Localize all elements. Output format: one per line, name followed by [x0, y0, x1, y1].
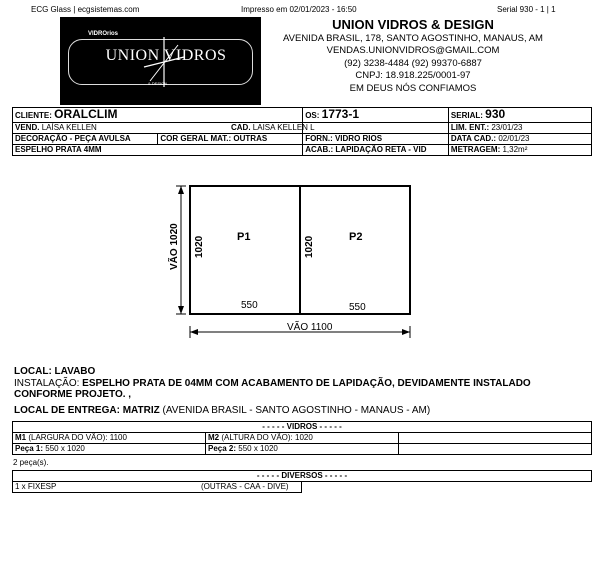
company-phones: (92) 3238-4484 (92) 99370-6887	[344, 57, 482, 69]
m2-value: (ALTURA DO VÃO): 1020	[221, 433, 313, 442]
company-name: UNION VIDROS & DESIGN	[332, 17, 494, 32]
metragem-label: METRAGEM:	[450, 145, 501, 154]
cad-group	[231, 123, 315, 133]
os-cell	[303, 108, 449, 123]
app-info	[31, 5, 139, 14]
company-email: VENDAS.UNIONVIDROS@GMAIL.COM	[326, 45, 500, 57]
peca1-value: 550 x 1020	[45, 444, 85, 453]
cad-value: LAISA KELLEN L	[252, 123, 315, 132]
serial-value: 930	[485, 107, 506, 121]
vidros-title: - - - - - VIDROS - - - - -	[13, 422, 592, 433]
m2-label: M2	[208, 433, 220, 442]
logo-small-text: VIDROrios	[88, 31, 119, 37]
company-motto: EM DEUS NÓS CONFIAMOS	[349, 82, 477, 94]
piece-1-label: P1	[237, 231, 251, 243]
cliente-label: CLIENTE:	[15, 111, 52, 120]
company-logo	[60, 17, 261, 105]
vend-cad-cell	[13, 123, 315, 134]
piece-2-height: 1020	[304, 235, 315, 258]
decoracao-cell: DECORAÇÃO - PEÇA AVULSA	[13, 134, 158, 145]
peca1-cell	[13, 444, 206, 455]
company-address: AVENIDA BRASIL, 178, SANTO AGOSTINHO, MANAUS, AM	[283, 33, 543, 44]
lim-label: LIM. ENT.:	[450, 123, 490, 132]
diversos-item-cell	[13, 482, 302, 493]
cor-cell: COR GERAL MAT.: OUTRAS	[158, 134, 303, 145]
serial-page: Serial 930 - 1 | 1	[497, 5, 556, 14]
peca2-cell	[206, 444, 399, 455]
logo-brand: UNION VIDROS	[105, 47, 227, 64]
diversos-empty	[302, 482, 592, 493]
piece-2-width: 550	[349, 302, 366, 313]
os-label: OS:	[305, 111, 320, 120]
diversos-desc: (OUTRAS - CAA - DIVE)	[201, 482, 289, 491]
data-cad-label: DATA CAD.:	[450, 134, 497, 143]
diversos-item: 1 x FIXESP	[15, 482, 57, 491]
piece-2-label: P2	[349, 231, 363, 243]
vidros-empty-1	[399, 433, 592, 444]
serial-cell	[448, 108, 591, 123]
m1-label: M1	[15, 433, 27, 442]
vidros-table	[12, 421, 592, 455]
site-link: ecgsistemas.com	[77, 5, 140, 14]
metragem-value: 1,32m²	[502, 145, 528, 154]
acab-cell: ACAB.: LAPIDAÇÃO RETA - VID	[303, 145, 449, 156]
app-name: ECG Glass	[31, 5, 72, 14]
espelho-cell: ESPELHO PRATA 4MM	[13, 145, 303, 156]
diversos-table	[12, 470, 592, 493]
local-text: LOCAL: LAVABO	[14, 366, 96, 377]
client-cell	[13, 108, 303, 123]
vidros-empty-2	[399, 444, 592, 455]
company-cnpj: CNPJ: 18.918.225/0001-97	[355, 70, 471, 82]
data-cad-value: 02/01/23	[498, 134, 530, 143]
piece-1-width: 550	[241, 300, 258, 311]
instalacao-text: ESPELHO PRATA DE 04MM COM ACABAMENTO DE LAPIDAÇÃO, DEVIDAMENTE INSTALADO CONFORME PROJETO. ,	[14, 378, 531, 400]
separator: |	[73, 5, 76, 14]
vend-label: VEND.	[15, 123, 40, 132]
peca2-label: Peça 2:	[208, 444, 237, 453]
diversos-title: - - - - - DIVERSOS - - - - -	[13, 471, 592, 482]
serial-label: SERIAL:	[450, 111, 483, 120]
vao-width-label: VÃO 1100	[287, 322, 333, 333]
empty-cell	[303, 123, 449, 134]
os-value: 1773-1	[321, 107, 360, 121]
vend-value: LAÍSA KELLEN	[41, 123, 97, 132]
m1-cell	[13, 433, 206, 444]
peca1-label: Peça 1:	[15, 444, 44, 453]
peca2-value: 550 x 1020	[238, 444, 278, 453]
lim-value: 23/01/23	[491, 123, 523, 132]
m1-value: (LARGURA DO VÃO): 1100	[28, 433, 127, 442]
entrega-text: (AVENIDA BRASIL - SANTO AGOSTINHO - MANAUS - AM)	[162, 405, 431, 416]
forn-cell: FORN.: VIDRO RIOS	[303, 134, 449, 145]
piece-1-height: 1020	[194, 235, 205, 258]
printed-date: Impresso em 02/01/2023 - 16:50	[241, 5, 357, 14]
metragem-cell	[448, 145, 591, 156]
entrega-block	[14, 405, 584, 416]
cliente-value: ORALCLIM	[54, 107, 118, 121]
instalacao-block	[14, 378, 584, 400]
piece-count: 2 peça(s).	[13, 458, 49, 467]
m2-cell	[206, 433, 399, 444]
company-info	[270, 17, 556, 95]
order-info-table	[12, 107, 592, 156]
instalacao-label: INSTALAÇÃO:	[14, 378, 80, 389]
arrow-down-icon	[178, 306, 184, 314]
arrow-left-icon	[190, 329, 198, 335]
arrow-right-icon	[402, 329, 410, 335]
vao-height-label: VÃO 1020	[169, 223, 180, 270]
glass-drawing	[160, 178, 430, 348]
entrega-label: LOCAL DE ENTREGA: MATRIZ	[14, 405, 160, 416]
data-cad-cell	[448, 134, 591, 145]
logo-subtext: & DESIGN	[148, 81, 168, 86]
lim-cell	[448, 123, 591, 134]
arrow-up-icon	[178, 186, 184, 194]
cad-label: CAD.	[231, 123, 251, 132]
